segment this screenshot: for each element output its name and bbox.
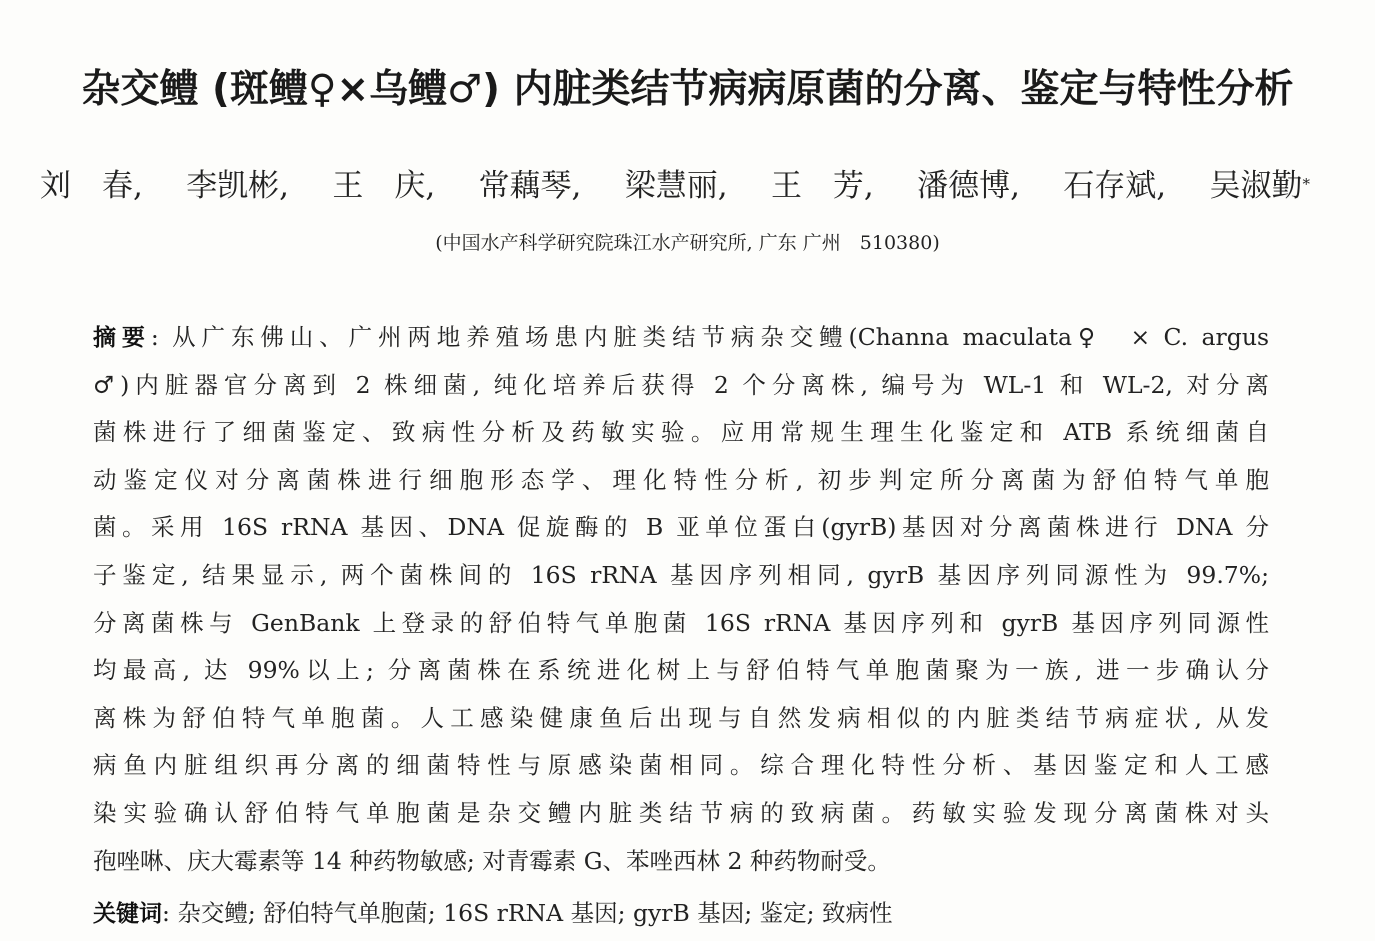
- author-name: 吴淑勤: [1209, 168, 1303, 204]
- author-name: 王 庆,: [332, 168, 436, 204]
- abstract-line-text: : 从广东佛山、广州两地养殖场患内脏类结节病杂交鳢(Channa maculata♀ × C. argus: [150, 323, 1270, 351]
- keywords-label: 关键词: [93, 901, 162, 927]
- keywords: [93, 890, 1269, 937]
- paper-title: 杂交鳢 (斑鳢♀×乌鳢♂) 内脏类结节病病原菌的分离、鉴定与特性分析: [81, 67, 1294, 112]
- author-name: 石存斌,: [1063, 168, 1167, 204]
- author-name: 刘 春,: [40, 168, 143, 204]
- author-name: 常藕琴,: [478, 168, 582, 204]
- author-name: 梁慧丽,: [624, 168, 728, 204]
- abstract-line: 染实验确认舒伯特气单胞菌是杂交鳢内脏类结节病的致病菌。药敏实验发现分离菌株对头: [93, 798, 1269, 827]
- keywords-text: : 杂交鳢; 舒伯特气单胞菌; 16S rRNA 基因; gyrB 基因; 鉴定; 致病性: [162, 899, 893, 927]
- author-name: 潘德博,: [917, 168, 1020, 204]
- abstract-label: 摘要: [93, 325, 151, 351]
- abstract: [93, 314, 1269, 885]
- abstract-line: 动鉴定仪对分离菌株进行细胞形态学、理化特性分析, 初步判定所分离菌为舒伯特气单胞: [93, 465, 1269, 494]
- affiliation: (中国水产科学研究院珠江水产研究所, 广东 广州 510380): [435, 232, 940, 254]
- abstract-line: 菌。采用 16S rRNA 基因、DNA 促旋酶的 B 亚单位蛋白(gyrB)基因对分离菌株进行 DNA 分: [93, 513, 1269, 542]
- author-name: 李凯彬,: [186, 168, 290, 204]
- author-list: [40, 161, 1310, 211]
- abstract-line: 子鉴定, 结果显示, 两个菌株间的 16S rRNA 基因序列相同, gyrB 基因序列同源性为 99.7%;: [93, 560, 1269, 589]
- abstract-line: ♂)内脏器官分离到 2 株细菌, 纯化培养后获得 2 个分离株, 编号为 WL-1 和 WL-2, 对分离: [93, 370, 1269, 399]
- abstract-line: [93, 314, 1269, 362]
- abstract-line: 离株为舒伯特气单胞菌。人工感染健康鱼后出现与自然发病相似的内脏类结节病症状, 从发: [93, 703, 1269, 732]
- abstract-line: 孢唑啉、庆大霉素等 14 种药物敏感; 对青霉素 G、苯唑西林 2 种药物耐受。: [93, 846, 891, 875]
- abstract-line: 病鱼内脏组织再分离的细菌特性与原感染菌相同。综合理化特性分析、基因鉴定和人工感: [93, 751, 1269, 780]
- corresponding-author: [1210, 161, 1311, 211]
- author-name: 王 芳,: [770, 168, 874, 204]
- corresponding-author-mark: *: [1302, 175, 1310, 193]
- abstract-line: 菌株进行了细菌鉴定、致病性分析及药敏实验。应用常规生理生化鉴定和 ATB 系统细菌自: [93, 418, 1269, 447]
- abstract-line: 均最高, 达 99%以上; 分离菌株在系统进化树上与舒伯特气单胞菌聚为一族, 进一步确认分: [93, 656, 1269, 685]
- abstract-line: 分离菌株与 GenBank 上登录的舒伯特气单胞菌 16S rRNA 基因序列和 gyrB 基因序列同源性: [93, 608, 1269, 637]
